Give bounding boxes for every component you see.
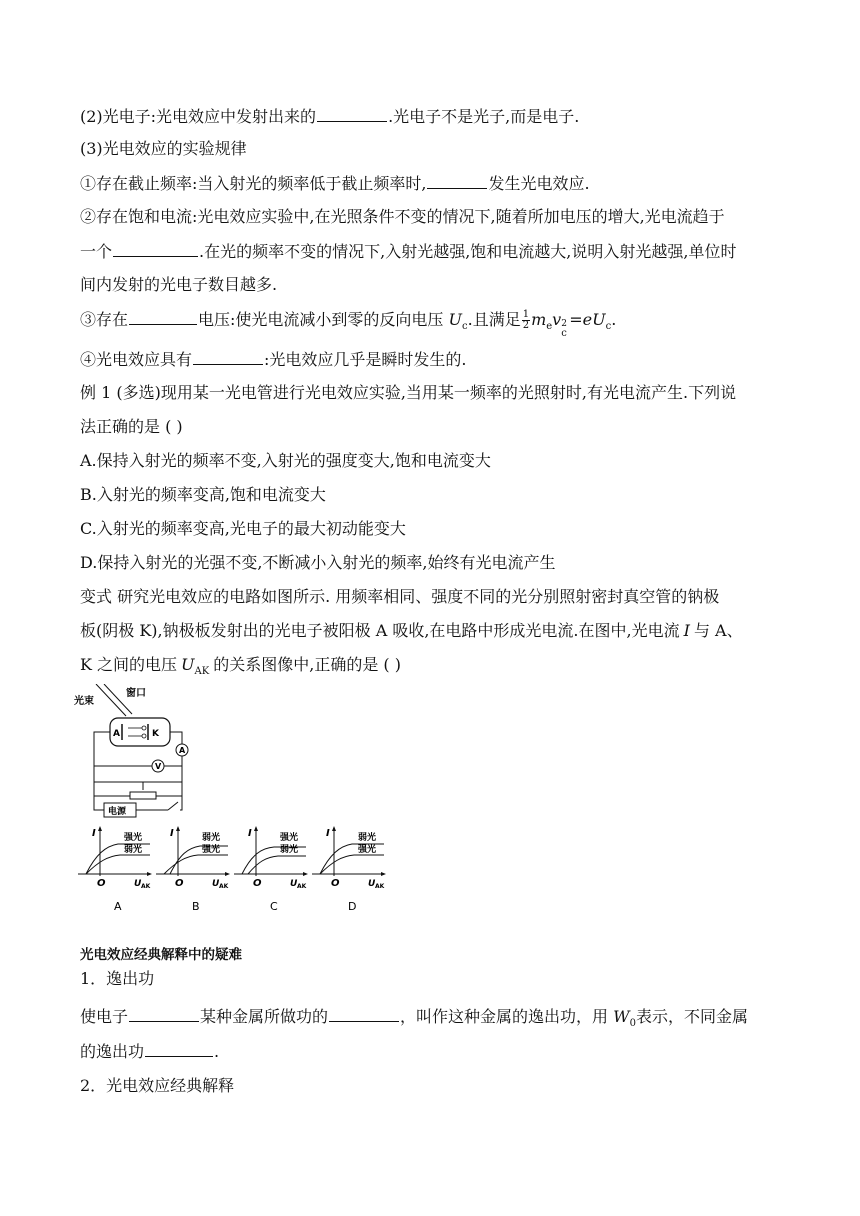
graph-axis-i-label: I (92, 828, 96, 839)
graph-origin-label: O (97, 878, 106, 889)
graph-origin-label: O (331, 878, 340, 889)
option-a[interactable]: A.保持入射光的频率不变,入射光的强度变大,饱和电流变大 (80, 451, 491, 470)
subsection-work-function: 1．逸出功 (80, 969, 155, 988)
beam-line (96, 684, 126, 716)
line-variant-3: K 之间的电压 $U_{AK}$ 的关系图像中,正确的是 ( ) (80, 655, 401, 678)
electron-dot (142, 726, 146, 730)
line-cutoff-frequency: ①存在截止频率:当入射光的频率低于截止频率时, 发生光电效应. (80, 174, 590, 193)
anode-label: A (113, 729, 120, 739)
wire-rheostat-right (156, 782, 182, 796)
iu-graphs (76, 822, 396, 914)
graph-x-arrow (147, 872, 152, 876)
graph-y-arrow (98, 826, 102, 831)
graph-axis-u-sub: AK (297, 883, 307, 890)
line-instantaneous: ④光电效应具有 :光电效应几乎是瞬时发生的. (80, 350, 467, 369)
wire-right-lower (170, 756, 182, 782)
wire-switch-right (180, 796, 182, 810)
line-photoelectron: (2)光电子:光电效应中发射出来的 .光电子不是光子,而是电子. (80, 107, 580, 126)
circuit-diagram (74, 684, 204, 818)
graph-axis-i-label: I (326, 828, 330, 839)
graph-curve-lower (164, 855, 228, 874)
graph-option-label: C (270, 900, 278, 913)
blank-different[interactable] (145, 1040, 213, 1057)
graph-lower-label: 强光 (202, 845, 221, 855)
ammeter-label: A (179, 746, 186, 755)
wire-source (94, 796, 104, 810)
blank-escape[interactable] (129, 1005, 199, 1022)
wire-left (94, 732, 110, 782)
option-c[interactable]: C.入射光的频率变高,光电子的最大初动能变大 (80, 519, 406, 538)
electron-dot (142, 734, 146, 738)
graph-origin-label: O (175, 878, 184, 889)
line-saturation-current-2: 一个 .在光的频率不变的情况下,入射光越强,饱和电流越大,说明入射光越强,单位时 (80, 242, 737, 261)
rheostat (130, 792, 156, 799)
graph-row (76, 822, 396, 914)
graph-x-arrow (225, 872, 230, 876)
voltmeter-label: V (155, 762, 162, 771)
blank-saturation[interactable] (113, 240, 198, 257)
graph-y-arrow (176, 826, 180, 831)
line-work-function-2: 的逸出功 . (80, 1042, 220, 1061)
line-example-1: 例 1 (多选)现用某一光电管进行光电效应实验,当用某一频率的光照射时,有光电流产生.下列说 (80, 383, 737, 402)
line-variant-2: 板(阴极 K),钠极板发射出的光电子被阳极 A 吸收,在电路中形成光电流.在图中,光电流 I 与 A、 (80, 621, 743, 640)
blank-photoelectron[interactable] (317, 105, 387, 122)
line-saturation-current: ②存在饱和电流:光电效应实验中,在光照条件不变的情况下,随着所加电压的增大,光电流趋于 (80, 207, 725, 226)
blank-instantaneous[interactable] (193, 348, 263, 365)
line-variant: 变式 研究光电效应的电路如图所示. 用频率相同、强度不同的光分别照射密封真空管的钠极 (80, 587, 720, 606)
graph-axis-u-label: U (290, 879, 298, 889)
graph-axis-u-label: U (134, 879, 142, 889)
source-label: 电源 (108, 807, 127, 817)
line-experimental-rules: (3)光电效应的实验规律 (80, 139, 247, 158)
line-work-function: 使电子 某种金属所做功的 ，叫作这种金属的逸出功，用 $W_0$表示，不同金属 (80, 1007, 748, 1030)
graph-origin-label: O (253, 878, 262, 889)
cathode-label: K (152, 729, 159, 739)
graph-upper-label: 强光 (124, 833, 143, 843)
graph-upper-label: 弱光 (202, 833, 221, 843)
graph-axis-i-label: I (248, 828, 252, 839)
beam-label: 光束 (74, 696, 94, 707)
graph-y-arrow (254, 826, 258, 831)
graph-lower-label: 强光 (358, 845, 377, 855)
graph-option-label: B (192, 900, 200, 913)
half-fraction: $\frac{1}{2}$ (522, 309, 530, 331)
blank-work[interactable] (329, 1005, 399, 1022)
graph-upper-label: 弱光 (358, 833, 377, 843)
graph-axis-u-label: U (368, 879, 376, 889)
switch (168, 802, 178, 810)
graph-axis-i-label: I (170, 828, 174, 839)
graph-axis-u-sub: AK (375, 883, 385, 890)
graph-y-arrow (332, 826, 336, 831)
blank-cutoff[interactable] (427, 172, 487, 189)
wire-right (170, 732, 182, 744)
graph-option-label: D (348, 900, 357, 913)
line-saturation-current-3: 间内发射的光电子数目越多. (80, 275, 278, 294)
graph-lower-label: 弱光 (124, 845, 143, 855)
window-label: 窗口 (126, 688, 146, 699)
graph-axis-u-label: U (212, 879, 220, 889)
graph-lower-label: 弱光 (280, 845, 299, 855)
option-b[interactable]: B.入射光的频率变高,饱和电流变大 (80, 485, 326, 504)
graph-axis-u-sub: AK (141, 883, 151, 890)
graph-option-label: A (114, 900, 122, 913)
line-example-1-2: 法正确的是 ( ) (80, 417, 183, 436)
line-stopping-voltage: ③存在 电压:使光电流减小到零的反向电压 $U_c$.且满足 $\frac{1}{2}$ $m_ev$ 2 c $=eU_c$. (80, 309, 617, 339)
graph-upper-label: 强光 (280, 833, 299, 843)
subsection-classical-explanation: 2．光电效应经典解释 (80, 1076, 235, 1095)
graph-curve-lower (248, 856, 306, 874)
wire-rheostat-left (94, 782, 130, 796)
blank-stopping[interactable] (129, 308, 197, 325)
graph-x-arrow (303, 872, 308, 876)
graph-x-arrow (381, 872, 386, 876)
section-heading: 光电效应经典解释中的疑难 (80, 947, 242, 963)
graph-axis-u-sub: AK (219, 883, 229, 890)
option-d[interactable]: D.保持入射光的光强不变,不断减小入射光的频率,始终有光电流产生 (80, 553, 556, 572)
